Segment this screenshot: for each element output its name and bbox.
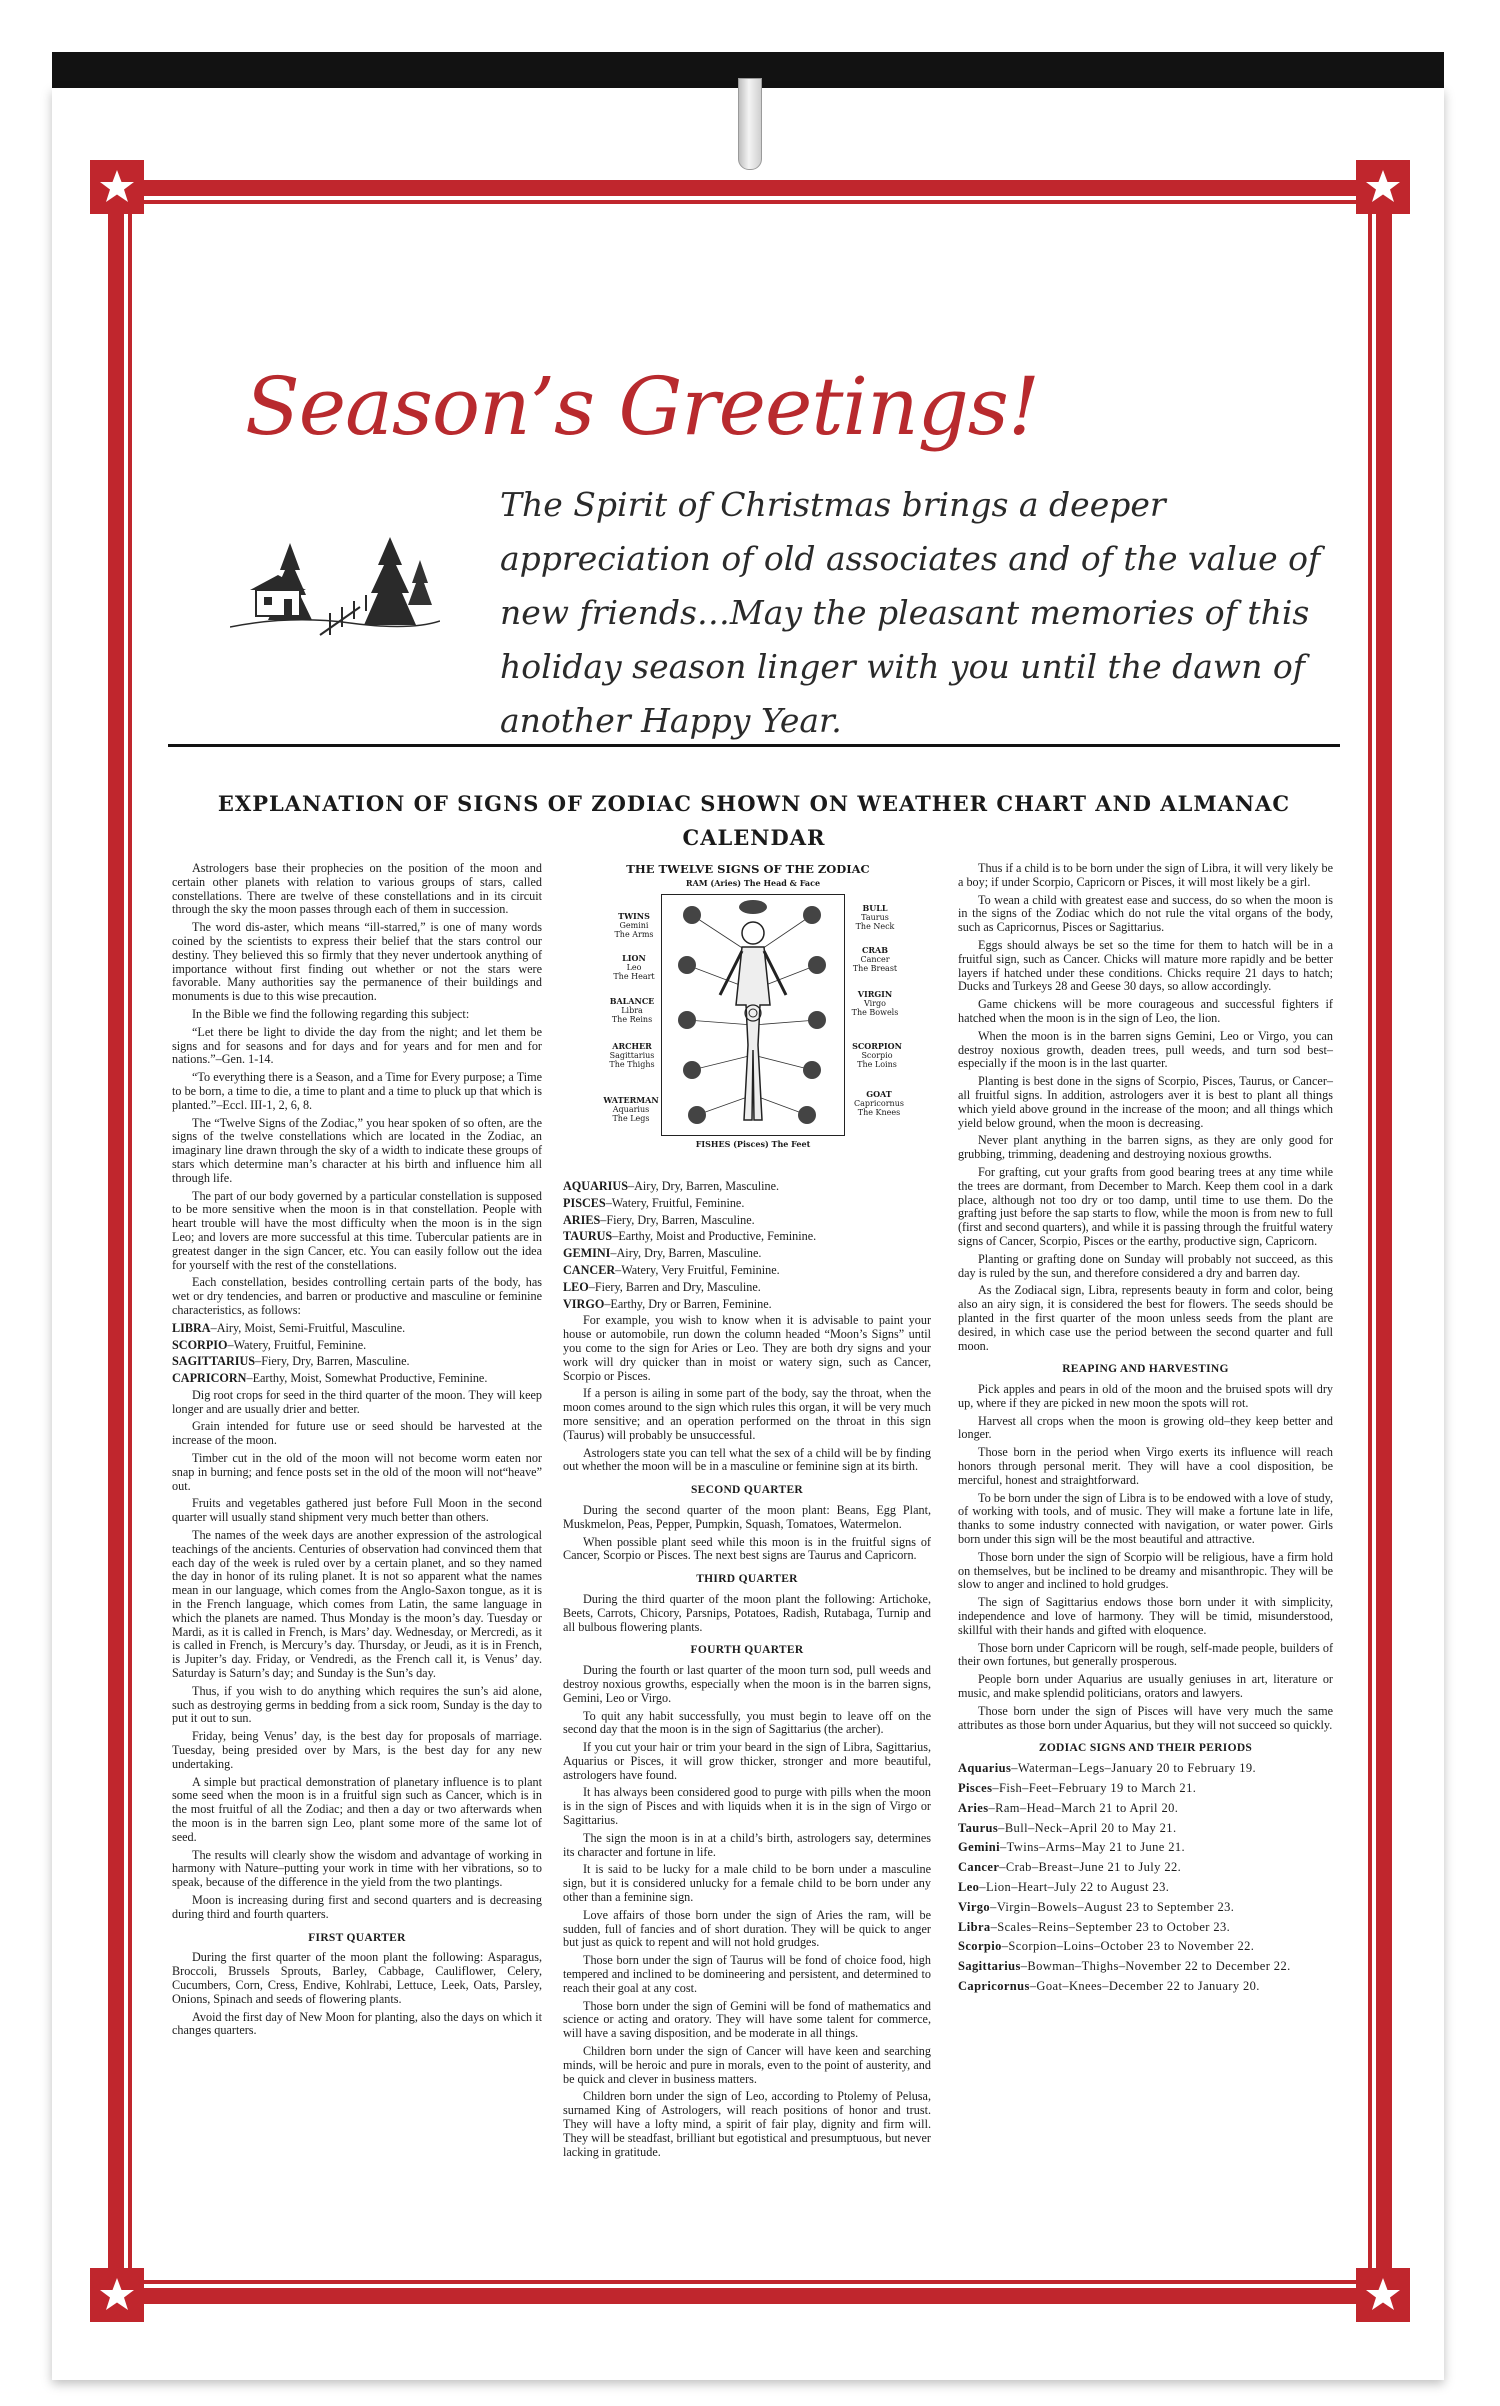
article-title: EXPLANATION OF SIGNS OF ZODIAC SHOWN ON WEATHER CHART AND ALMANAC CALENDAR [217,791,1291,850]
sign-characteristic: TAURUS–Earthy, Moist and Productive, Feminine. [563,1229,817,1244]
border-bottom-thick [140,2288,1360,2304]
paragraph: A simple but practical demonstration of planetary influence is to plant some seed when the moon is in a fruitful sign such as Cancer, which is in the most fruitful of all the Zodiac; and then a day or two afterwards when the moon is in the barren sign Leo, plant some more of the same lot of seed. [172,1774,542,1844]
paragraph: “To everything there is a Season, and a Time for Every purpose; a Time to be born, a time to die, a time to plant and a time to pluck up that which is planted.”–Eccl. III-1, 2, 6, 8. [172,1070,542,1112]
paragraph: Avoid the first day of New Moon for planting, also the days on which it changes quarters. [172,2009,542,2038]
zodiac-period-row: Aquarius–Waterman–Legs–January 20 to February 19. [958,1761,1257,1776]
paragraph: During the second quarter of the moon plant: Beans, Egg Plant, Muskmelon, Peas, Pepper, Pumpkin, Squash, Tomatoes, Watermelon. [563,1502,931,1531]
paragraph: Each constellation, besides controlling certain parts of the body, has wet or dry tendencies, and barren or productive and masculine or feminine characteristics, as follows: [172,1275,542,1317]
reaping-heading: REAPING AND HARVESTING [1062,1363,1229,1376]
paragraph: Astrologers base their prophecies on the position of the moon and certain other planets with relation to various groups of stars, called constellations. There are twelve of these constellations and in its circuit through the sky the moon passes through each of them in succession. [172,861,542,917]
zodiac-top-label: RAM (Aries) The Head & Face [685,878,821,888]
zodiac-label-bull: BULL Taurus The Neck [855,903,895,931]
paragraph: Those born under the sign of Scorpio will be religious, have a firm hold on themselves, but be inclined to be dreamy and misanthropic. They will be slow to anger and inclined to hold grudges. [958,1549,1333,1592]
sign-characteristic: LEO–Fiery, Barren and Dry, Masculine. [563,1279,761,1294]
paragraph: Dig root crops for seed in the third quarter of the moon. They will keep longer and are usually drier and better. [172,1387,542,1416]
zodiac-label-goat: GOAT Capricornus The Knees [854,1089,904,1117]
sign-characteristic: SAGITTARIUS–Fiery, Dry, Barren, Masculine. [172,1354,410,1369]
zodiac-period-row: Taurus–Bull–Neck–April 20 to May 21. [958,1820,1177,1835]
paragraph: It is said to be lucky for a male child to be born under a masculine sign, but it is considered unlucky for a female child to be born under any other than a feminine sign. [563,1862,931,1905]
sign-characteristic: CAPRICORN–Earthy, Moist, Somewhat Productive, Feminine. [172,1371,488,1386]
zodiac-period-row: Leo–Lion–Heart–July 22 to August 23. [958,1880,1170,1894]
paragraph: Those born under the sign of Pisces will have very much the same attributes as those born under Aquarius, but they will not succeed so quickly. [958,1703,1333,1732]
zodiac-period-row: Pisces–Fish–Feet–February 19 to March 21. [958,1781,1197,1796]
paragraph: Thus, if you wish to do anything which requires the sun’s aid alone, such as destroying germs in bedding from a sick room, Sunday is the day to put it out to sun. [172,1683,542,1726]
paragraph: Eggs should always be set so the time for them to hatch will be in a fruitful sign, such as Cancer. Chicks will mature more rapidly and be better layers if hatched under these conditions. Chicks require 21 days to hatch; Ducks and Turkeys 28 and Geese 30 days, so allow accordingly. [958,937,1333,994]
second-quarter-heading: SECOND QUARTER [690,1484,804,1497]
sign-characteristic: AQUARIUS–Airy, Dry, Barren, Masculine. [563,1179,780,1193]
zodiac-period-row: Virgo–Virgin–Bowels–August 23 to September 23. [958,1899,1235,1914]
sign-characteristic: LIBRA–Airy, Moist, Semi-Fruitful, Masculine. [172,1320,406,1335]
zodiac-man-illustration [661,894,845,1136]
hanger-hook [738,78,762,170]
border-right-thin [1368,214,1372,2272]
paragraph: To quit any habit successfully, you must begin to leave off on the second day that the moon is in the sign of Sagittarius (the archer). [563,1708,931,1737]
paragraph: The word dis-aster, which means “ill-starred,” is one of many words coined by the scientists to express their belief that the stars control our destiny. They believed this so firmly that they never undertook anything of importance without first finding out whether or not the stars were favorable. Many authorities say the permanence of their buildings and monuments is due to this wise precaution. [172,920,542,1004]
zodiac-period-row: Libra–Scales–Reins–September 23 to October 23. [958,1919,1231,1934]
paragraph: Those born under Capricorn will be rough, self-made people, builders of their own fortunes, but generally prosperous. [958,1640,1333,1669]
zodiac-period-row: Capricornus–Goat–Knees–December 22 to January 20. [958,1978,1260,1993]
paragraph: When possible plant seed while this moon is in the fruitful signs of Cancer, Scorpio or Pisces. The next best signs are Taurus and Capricorn. [563,1534,931,1563]
paragraph: Timber cut in the old of the moon will not become worm eaten nor snap in burning; and fence posts set in the old of the moon will not“heave” out. [172,1451,542,1493]
paragraph: Those born in the period when Virgo exerts its influence will reach honors through personal merit. They will have a cool disposition, be merciful, honest and straightforward. [958,1445,1333,1487]
zodiac-label-archer: ARCHER Sagittarius The Thighs [609,1041,655,1069]
paragraph: It has always been considered good to purge with pills when the moon is in the sign of Pisces and with liquids when it is in the sign of Virgo or Sagittarius. [563,1785,931,1828]
zodiac-bottom-label: FISHES (Pisces) The Feet [695,1139,811,1149]
border-bottom-thin [140,2280,1360,2284]
zodiac-figure [563,862,933,1162]
paragraph: Children born under the sign of Leo, according to Ptolemy of Pelusa, surnamed King of Astrologers, will reach positions of honor and trust. They will have a lofty mind, a spirit of fair play, dignity and firm will. They will be steadfast, brilliant but egotistical and presumptuous, but never lacking in gratitude. [563,2089,931,2159]
paragraph: Astrologers state you can tell what the sex of a child will be by finding out whether the moon will be in a masculine or feminine sign at its birth. [563,1445,931,1474]
paragraph: During the third quarter of the moon plant the following: Artichoke, Beets, Carrots, Chicory, Parsnips, Potatoes, Radish, Rutabaga, Turnip and all bulbous flowering plants. [563,1591,931,1634]
zodiac-label-virgin: VIRGIN Virgo The Bowels [851,989,899,1017]
article-column-1 [172,862,542,2042]
zodiac-label-waterman: WATERMAN Aquarius The Legs [603,1095,659,1123]
zodiac-label-crab: CRAB Cancer The Breast [852,945,898,973]
paragraph: During the fourth or last quarter of the moon turn sod, pull weeds and destroy noxious growths, especially when the moon is in the barren signs, Gemini, Leo or Virgo. [563,1663,931,1705]
paragraph: Those born under the sign of Gemini will be fond of mathematics and science or acting and oratory. They will have some talent for commerce, will have a saving disposition, and be moderate in all things. [563,1998,931,2041]
zodiac-figure-title: THE TWELVE SIGNS OF THE ZODIAC [626,862,870,876]
paragraph: Pick apples and pears in old of the moon and the bruised spots will dry up, where if they are picked in new moon the spots will rot. [958,1382,1333,1410]
corner-star-icon [90,2268,144,2322]
zodiac-label-scorpion: SCORPION Scorpio The Loins [852,1041,902,1069]
paragraph: Children born under the sign of Cancer will have keen and searching minds, will be heroic and pure in morals, even to the point of austerity, and be quick and clever in business matters. [563,2044,931,2086]
paragraph: For example, you wish to know when it is advisable to paint your house or automobile, run down the column headed “Moon’s Signs” until you come to the sign for Aries or Leo. They are both dry signs and your work will dry quicker than in moist or watery sign, such as Cancer, Scorpio or Pisces. [563,1313,931,1383]
sign-characteristic: SCORPIO–Watery, Fruitful, Feminine. [172,1337,367,1352]
corner-star-icon [1356,2268,1410,2322]
paragraph: The results will clearly show the wisdom and advantage of working in harmony with Nature–putting your work in time with her vibrations, so to speak, because of the difference in the yield from the two plantings. [172,1847,542,1890]
third-quarter-heading: THIRD QUARTER [696,1573,798,1586]
first-quarter-heading: FIRST QUARTER [308,1931,406,1944]
border-left-thin [128,214,132,2272]
zodiac-label-twins: TWINS Gemini The Arms [614,911,654,939]
paragraph: Grain intended for future use or seed should be harvested at the increase of the moon. [172,1419,542,1448]
paragraph: The part of our body governed by a particular constellation is supposed to be more sensitive when the moon is in that constellation. People with heart trouble will have the most difficulty when the moon is in the sign Leo; and lovers are more successful at this time. Tubercular patients are in greatest danger in the sign Cancer, etc. You can easily follow out the idea for yourself with the rest of the constellations. [172,1188,542,1272]
paragraph: Those born under the sign of Taurus will be fond of choice food, high tempered and inclined to be domineering and persistent, and determined to reach their goal at any cost. [563,1953,931,1995]
sign-characteristic: VIRGO–Earthy, Dry or Barren, Feminine. [563,1296,772,1311]
paragraph: Planting or grafting done on Sunday will probably not succeed, as this day is ruled by the sun, and therefore considered a dry and barren day. [958,1251,1333,1280]
sign-characteristic: ARIES–Fiery, Dry, Barren, Masculine. [563,1212,755,1227]
paragraph: People born under Aquarius are usually geniuses in art, literature or music, and make splendid politicians, orators and lawyers. [958,1672,1333,1701]
zodiac-period-row: Aries–Ram–Head–March 21 to April 20. [958,1800,1179,1815]
sign-characteristic: GEMINI–Airy, Dry, Barren, Masculine. [563,1246,762,1261]
paragraph: As the Zodiacal sign, Libra, represents beauty in form and color, being also an airy sign, it is considered the best for flowers. The seeds should be planted in the first quarter of the moon unless seeds from the plant are desired, in which case use the period between the second quarter and full moon. [958,1283,1333,1353]
sign-characteristic: PISCES–Watery, Fruitful, Feminine. [563,1195,745,1210]
paragraph: If you cut your hair or trim your beard in the sign of Libra, Sagittarius, Aquarius or Pisces, it will grow thicker, stronger and more beautiful, astrologers have found. [563,1740,931,1782]
section-divider [168,744,1340,747]
paragraph: If a person is ailing in some part of the body, say the throat, when the moon comes around to the sign which rules this organ, it will be very much more sensitive; and an operation performed on the throat in this sign (Taurus) will probably be unsuccessful. [563,1386,931,1442]
border-top-thin [140,200,1360,204]
zodiac-label-lion: LION Leo The Heart [613,953,655,981]
paragraph: When the moon is in the barren signs Gemini, Leo or Virgo, you can destroy noxious growth, deaden trees, pull weeds, and turn sod best–especially if the moon is in the last quarter. [958,1028,1333,1071]
border-right-thick [1376,214,1392,2272]
holiday-message: The Spirit of Christmas brings a deeper appreciation of old associates and of the value of new friends…May the pleasant memories of this holiday season linger with you until the dawn of another Happy Year. [500,485,1321,740]
zodiac-period-row: Sagittarius–Bowman–Thighs–November 22 to December 22. [958,1959,1291,1974]
corner-star-icon [1356,160,1410,214]
zodiac-period-row: Cancer–Crab–Breast–June 21 to July 22. [958,1860,1182,1875]
periods-heading: ZODIAC SIGNS AND THEIR PERIODS [1038,1742,1253,1755]
sign-characteristic: CANCER–Watery, Very Fruitful, Feminine. [563,1262,780,1277]
border-left-thick [108,214,124,2272]
paragraph: Never plant anything in the barren signs, as they are only good for grubbing, trimming, deadening and destroying noxious growths. [958,1133,1333,1162]
corner-star-icon [90,160,144,214]
paragraph: The names of the week days are another expression of the astrological teachings of the ancients. Centuries of observation had convinced them that each day of the week is ruled over by a certain planet, and so they named the day in honor of its ruling planet. It is not so apparent what the names mean in our language, which comes from the Anglo-Saxon tongue, as it is in the French language, which comes from Latin, the same language in which the planets are named. Thus Monday is the moon’s day. Tuesday or Mardi, as it is called in French, is Mars’ day. Wednesday, or Mercredi, as it is called in French, is Mercury’s day. Thursday, or Jeudi, as it is in French, is Jupiter’s day. Friday, or Vendredi, as the French call it, is Venus’ day. Saturday is Saturn’s day; and Sunday is the Sun’s day. [172,1528,542,1681]
zodiac-period-row: Gemini–Twins–Arms–May 21 to June 21. [958,1840,1186,1855]
paragraph: During the first quarter of the moon plant the following: Asparagus, Broccoli, Brussels Sprouts, Barley, Cabbage, Cauliflower, Celery, Cucumbers, Corn, Cress, Endive, Kohlrabi, Lettuce, Leek, Oats, Parsley, Onions, Spinach and seeds of flowering plants. [172,1950,542,2006]
paragraph: Planting is best done in the signs of Scorpio, Pisces, Taurus, or Cancer–all fruitful signs. In addition, astrologers aver it is best to plant all things which yield above ground in the increase of the moon; and all things which yield below ground, when the moon is decreasing. [958,1074,1333,1130]
paragraph: Friday, being Venus’ day, is the best day for proposals of marriage. Tuesday, being presided over by Mars, is the best day for any new undertaking. [172,1729,542,1771]
paragraph: The “Twelve Signs of the Zodiac,” you hear spoken of so often, are the signs of the twelve constellations which are located in the Zodiac, an imaginary line drawn through the sky of a width to indicate these groups of stars which determine man’s character at his birth and influence him all through life. [172,1115,542,1185]
paragraph: Love affairs of those born under the sign of Aries the ram, will be sudden, full of fancies and of short duration. They will be quick to anger but just as quick to repent and will not hold grudges. [563,1907,931,1950]
zodiac-period-row: Scorpio–Scorpion–Loins–October 23 to November 22. [958,1939,1255,1954]
paragraph: The sign the moon is in at a child’s birth, astrologers say, determines its character and fortune in life. [563,1830,931,1859]
winter-cabin-illustration [230,535,440,640]
zodiac-label-balance: BALANCE Libra The Reins [609,996,655,1024]
paragraph: Harvest all crops when the moon is growing old–they keep better and longer. [958,1413,1333,1442]
paragraph: To wean a child with greatest ease and success, do so when the moon is in the signs of the Zodiac which do not rule the vital organs of the body, such as Capricornus, Pisces or Sagittarius. [958,892,1333,935]
paragraph: “Let there be light to divide the day from the night; and let them be signs and for seasons and for days and for years and for men and for nations.”–Gen. 1-14. [172,1024,542,1067]
paragraph: Fruits and vegetables gathered just before Full Moon in the second quarter will usually stand shipment very much better than others. [172,1496,542,1525]
paragraph: To be born under the sign of Libra is to be endowed with a love of study, of working with tools, and of music. They will make a fortune late in life, thanks to some industry connected with navigation, or water power. Girls born under this sign will be the most beautiful and attractive. [958,1490,1333,1547]
paragraph: Moon is increasing during first and second quarters and is decreasing during third and fourth quarters. [172,1892,542,1921]
greeting-heading: Season’s Greetings! [245,360,1040,453]
article-column-3 [958,862,1333,2000]
paragraph: In the Bible we find the following regarding this subject: [192,1006,470,1021]
border-top-thick [140,180,1360,196]
paragraph: The sign of Sagittarius endows those born under it with simplicity, independence and love of harmony. They will be timid, misunderstood, skillful with their hands and gifted with eloquence. [958,1595,1333,1637]
paragraph: For grafting, cut your grafts from good bearing trees at any time while the trees are dormant, from December to March. Keep them cool in a dark place, although not too dry or too damp, until time to use them. Do the grafting just before the sap starts to flow, while the moon is from new to full (first and second quarters), and while it is passing through the fruitful watery signs of Cancer, Scorpio, Pisces or the earthy, productive sign, Capricorn. [958,1164,1333,1248]
article-column-2 [563,1178,931,2163]
fourth-quarter-heading: FOURTH QUARTER [690,1644,804,1657]
paragraph: Thus if a child is to be born under the sign of Libra, it will very likely be a boy; if under Scorpio, Capricorn or Pisces, it will most likely be a girl. [958,861,1333,889]
paragraph: Game chickens will be more courageous and successful fighters if hatched when the moon is in the sign of Leo, the lion. [958,997,1333,1025]
